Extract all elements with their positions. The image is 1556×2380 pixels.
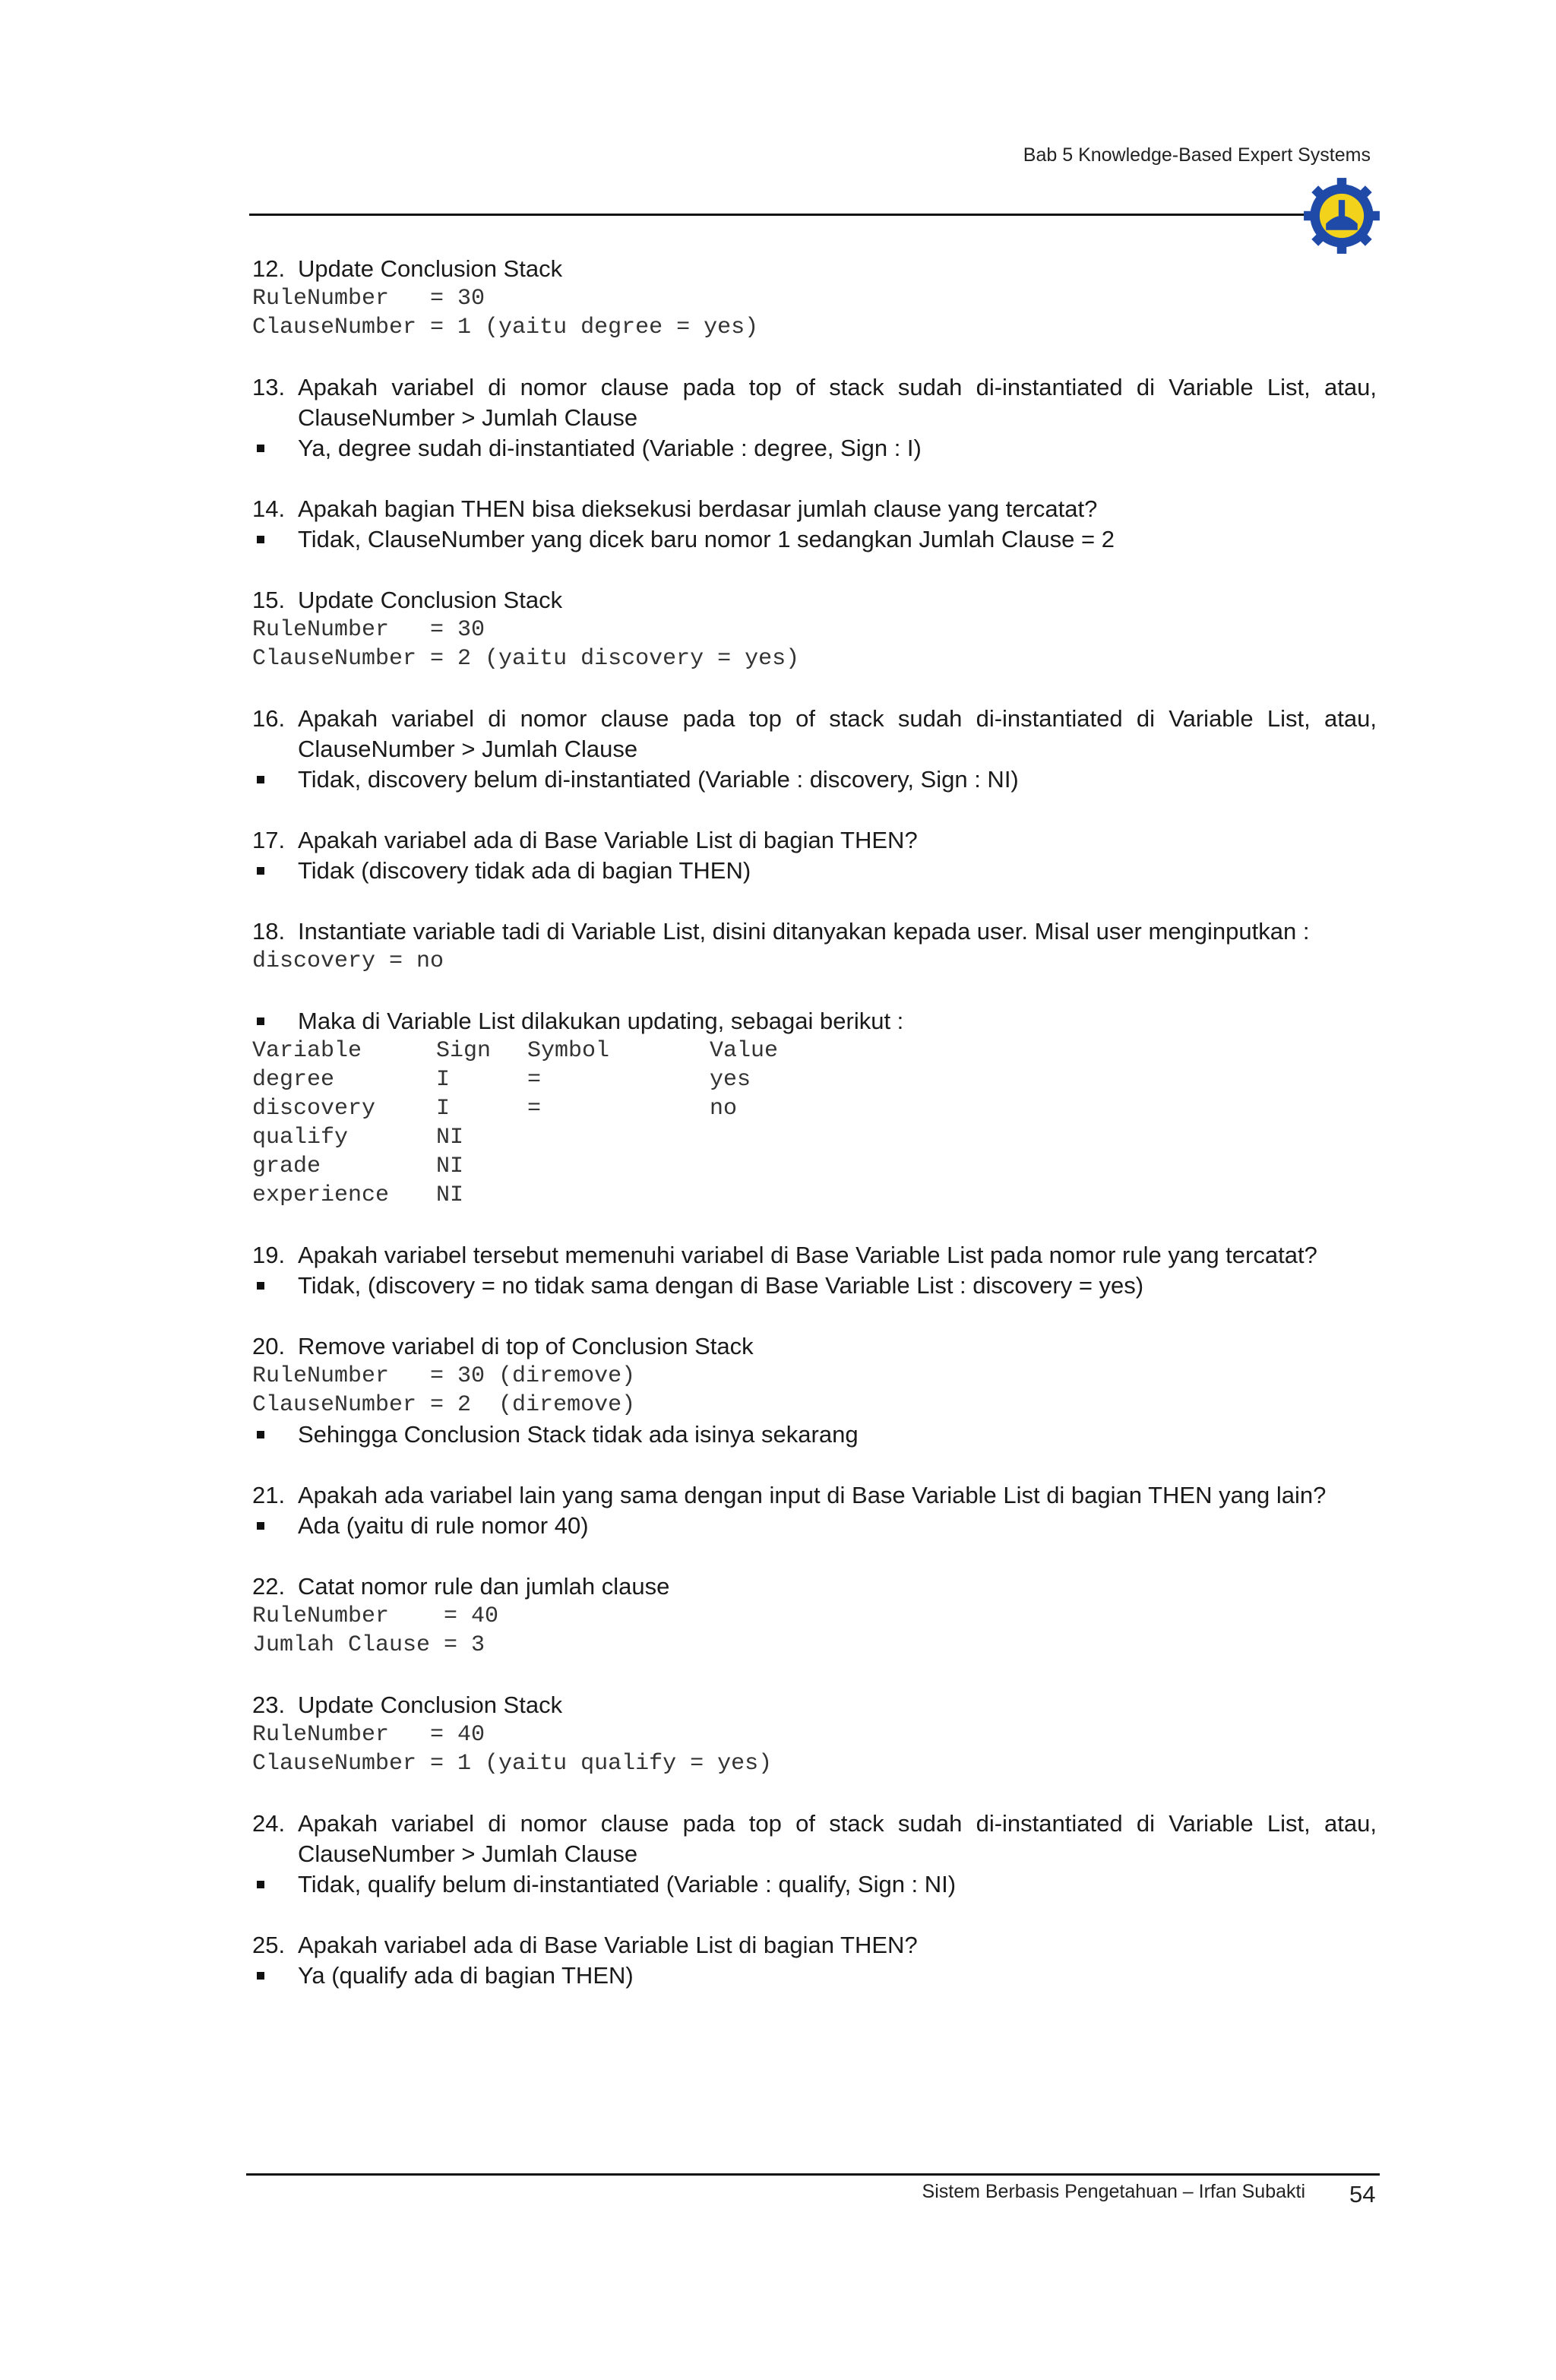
code-line: discovery = no: [252, 948, 444, 974]
step-20: 20. Remove variabel di top of Conclusion Stack RuleNumber = 30 (diremove) ClauseNumber = 2 (diremove) Sehingga Conclusion Stack tidak ada isinya sekarang: [252, 1331, 1377, 1450]
code-line: RuleNumber = 30 (diremove): [252, 1363, 636, 1389]
code-line: ClauseNumber = 1 (yaitu qualify = yes): [252, 1751, 773, 1777]
step-text: Apakah variabel tersebut memenuhi variabel di Base Variable List pada nomor rule yang tercatat?: [298, 1242, 1317, 1268]
step-text: Apakah ada variabel lain yang sama dengan input di Base Variable List di bagian THEN yang lain?: [298, 1482, 1327, 1508]
bullet-icon: [257, 1881, 264, 1888]
table-row: degree I = yes: [252, 1067, 751, 1093]
bullet-icon: [257, 1522, 264, 1530]
step-text: Apakah variabel ada di Base Variable List di bagian THEN?: [298, 827, 918, 853]
step-21: 21. Apakah ada variabel lain yang sama dengan input di Base Variable List di bagian THEN yang lain? Ada (yaitu di rule nomor 40): [252, 1480, 1377, 1541]
bullet-item: Tidak, discovery belum di-instantiated (Variable : discovery, Sign : NI): [252, 764, 1377, 795]
step-text: Catat nomor rule dan jumlah clause: [298, 1573, 670, 1600]
bullet-item: Sehingga Conclusion Stack tidak ada isinya sekarang: [252, 1419, 1377, 1450]
bullet-item: Tidak, qualify belum di-instantiated (Variable : qualify, Sign : NI): [252, 1869, 1377, 1900]
table-header-row: Variable Sign Symbol Value: [252, 1038, 779, 1064]
table-row: discovery I = no: [252, 1096, 738, 1122]
step-13: 13. Apakah variabel di nomor clause pada top of stack sudah di-instantiated di Variable List, atau, ClauseNumber > Jumlah Clause Ya, degree sudah di-instantiated (Variable : degree, Sign : I): [252, 372, 1377, 464]
bullet-item: Maka di Variable List dilakukan updating, sebagai berikut :: [252, 1006, 1377, 1037]
table-row: grade NI: [252, 1154, 464, 1179]
page-number: 54: [1349, 2181, 1376, 2208]
footer-rule: [246, 2173, 1380, 2176]
table-row: qualify NI: [252, 1125, 464, 1150]
bullet-item: Ada (yaitu di rule nomor 40): [252, 1511, 1377, 1541]
step-text: Update Conclusion Stack: [298, 255, 563, 282]
step-19: 19. Apakah variabel tersebut memenuhi variabel di Base Variable List pada nomor rule yang tercatat? Tidak, (discovery = no tidak sama dengan di Base Variable List : discovery = yes): [252, 1240, 1377, 1301]
bullet-item: Tidak (discovery tidak ada di bagian THEN): [252, 856, 1377, 886]
code-line: ClauseNumber = 2 (yaitu discovery = yes): [252, 646, 800, 672]
bullet-icon: [257, 776, 264, 783]
step-text: Apakah bagian THEN bisa dieksekusi berdasar jumlah clause yang tercatat?: [298, 495, 1098, 522]
table-row: experience NI: [252, 1182, 464, 1208]
institution-logo-icon: [1302, 176, 1381, 255]
step-text: Apakah variabel di nomor clause pada top of stack sudah di-instantiated di Variable List, atau, ClauseNumber > Jumlah Clause: [298, 1810, 1377, 1867]
footer-credit: Sistem Berbasis Pengetahuan – Irfan Subakti: [922, 2181, 1305, 2202]
bullet-icon: [257, 1972, 264, 1980]
bullet-item: Ya (qualify ada di bagian THEN): [252, 1961, 1377, 1991]
step-text: Update Conclusion Stack: [298, 587, 563, 613]
step-text: Apakah variabel ada di Base Variable List di bagian THEN?: [298, 1932, 918, 1958]
bullet-item: Ya, degree sudah di-instantiated (Variable : degree, Sign : I): [252, 433, 1377, 464]
bullet-icon: [257, 867, 264, 875]
bullet-icon: [257, 445, 264, 452]
variable-list-table: [252, 1037, 778, 1210]
code-line: RuleNumber = 30: [252, 286, 485, 312]
step-23: 23. Update Conclusion Stack RuleNumber = 40 ClauseNumber = 1 (yaitu qualify = yes): [252, 1690, 1377, 1778]
step-16: 16. Apakah variabel di nomor clause pada top of stack sudah di-instantiated di Variable List, atau, ClauseNumber > Jumlah Clause Tidak, discovery belum di-instantiated (Variable : discovery, Sign : NI): [252, 704, 1377, 795]
step-text: Remove variabel di top of Conclusion Stack: [298, 1333, 754, 1359]
bullet-icon: [257, 1431, 264, 1438]
running-header: Bab 5 Knowledge-Based Expert Systems: [1023, 144, 1371, 166]
step-text: Apakah variabel di nomor clause pada top of stack sudah di-instantiated di Variable List, atau, ClauseNumber > Jumlah Clause: [298, 374, 1377, 431]
step-14: 14. Apakah bagian THEN bisa dieksekusi berdasar jumlah clause yang tercatat? Tidak, ClauseNumber yang dicek baru nomor 1 sedangkan Jumlah Clause = 2: [252, 494, 1377, 555]
bullet-icon: [257, 536, 264, 543]
bullet-item: Tidak, ClauseNumber yang dicek baru nomor 1 sedangkan Jumlah Clause = 2: [252, 524, 1377, 555]
step-text: Update Conclusion Stack: [298, 1692, 563, 1718]
step-17: 17. Apakah variabel ada di Base Variable List di bagian THEN? Tidak (discovery tidak ada di bagian THEN): [252, 825, 1377, 886]
code-line: Jumlah Clause = 3: [252, 1632, 485, 1658]
step-15: 15. Update Conclusion Stack RuleNumber = 30 ClauseNumber = 2 (yaitu discovery = yes): [252, 585, 1377, 673]
bullet-icon: [257, 1018, 264, 1025]
step-18: 18. Instantiate variable tadi di Variable List, disini ditanyakan kepada user. Misal user menginputkan : discovery = no: [252, 916, 1377, 976]
step-22: 22. Catat nomor rule dan jumlah clause RuleNumber = 40 Jumlah Clause = 3: [252, 1571, 1377, 1660]
code-line: ClauseNumber = 1 (yaitu degree = yes): [252, 315, 759, 340]
step-text: Instantiate variable tadi di Variable List, disini ditanyakan kepada user. Misal user menginputkan :: [298, 918, 1310, 945]
bullet-icon: [257, 1282, 264, 1290]
bullet-item: Tidak, (discovery = no tidak sama dengan di Base Variable List : discovery = yes): [252, 1271, 1377, 1301]
code-line: RuleNumber = 30: [252, 617, 485, 643]
page-content: [252, 254, 1377, 2021]
header-rule: [249, 214, 1308, 216]
step-24: 24. Apakah variabel di nomor clause pada top of stack sudah di-instantiated di Variable List, atau, ClauseNumber > Jumlah Clause Tidak, qualify belum di-instantiated (Variable : qualify, Sign : NI): [252, 1809, 1377, 1900]
code-line: RuleNumber = 40: [252, 1722, 485, 1748]
step-text: Apakah variabel di nomor clause pada top of stack sudah di-instantiated di Variable List, atau, ClauseNumber > Jumlah Clause: [298, 705, 1377, 762]
code-line: RuleNumber = 40: [252, 1603, 499, 1629]
variable-list-update: [252, 1006, 1377, 1210]
step-25: 25. Apakah variabel ada di Base Variable List di bagian THEN? Ya (qualify ada di bagian THEN): [252, 1930, 1377, 1991]
code-line: ClauseNumber = 2 (diremove): [252, 1392, 636, 1418]
step-12: 12. Update Conclusion Stack RuleNumber = 30 ClauseNumber = 1 (yaitu degree = yes): [252, 254, 1377, 342]
